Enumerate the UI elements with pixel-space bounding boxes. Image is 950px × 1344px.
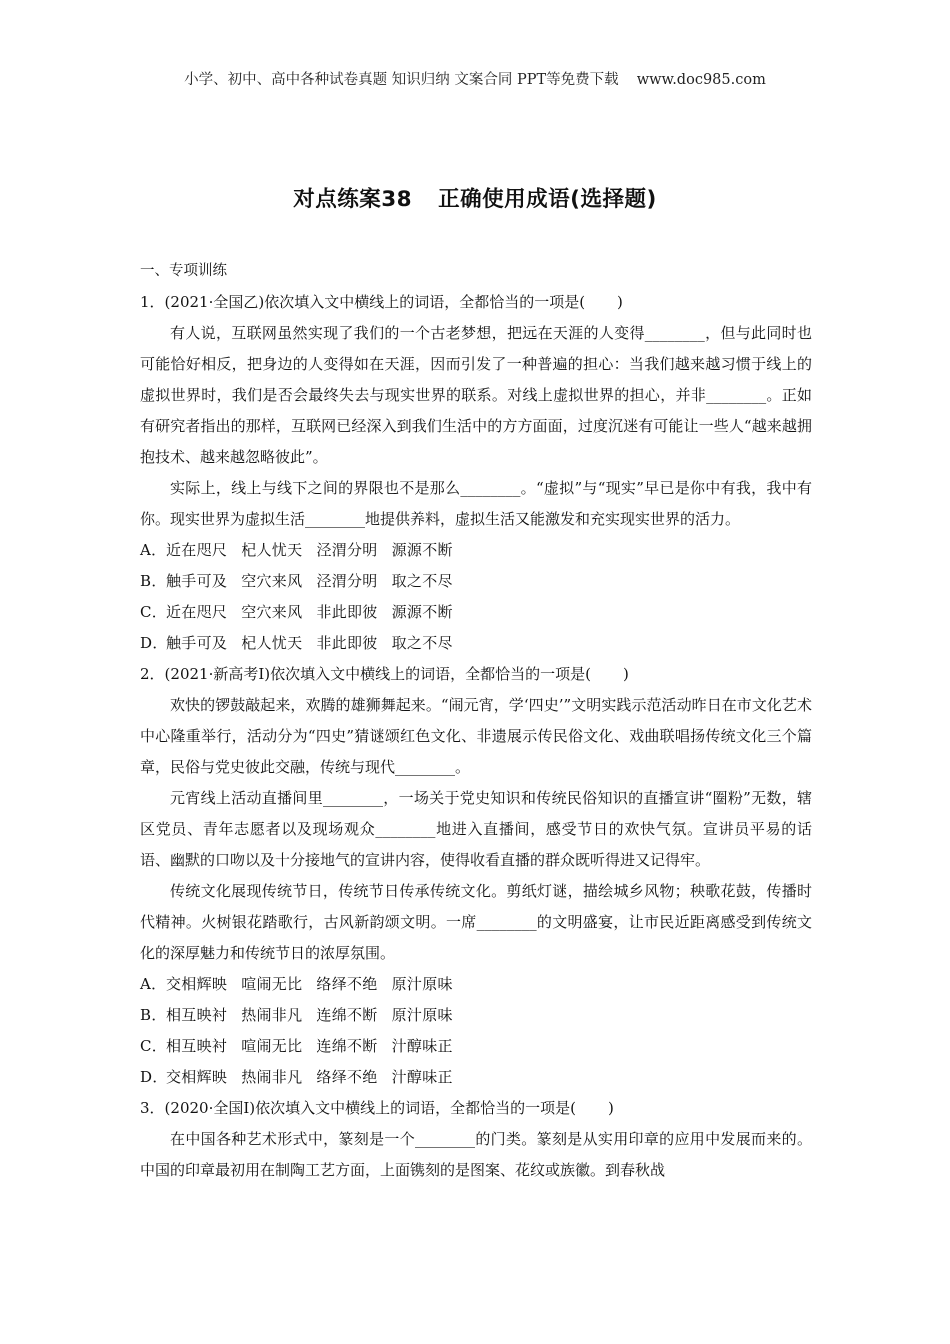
header-site-url[interactable]: www.doc985.com [636,72,766,88]
question-2 [140,659,812,1093]
option-b[interactable]: B．相互映衬 热闹非凡 连绵不断 原汁原味 [140,1006,453,1024]
question-stem: 3．(2020·全国Ⅰ)依次填入文中横线上的词语，全都恰当的一项是( ) [140,1099,614,1117]
header-text: 小学、初中、高中各种试卷真题 知识归纳 文案合同 PPT等免费下载 [184,72,619,88]
page-title [0,182,950,213]
question-paragraph: 欢快的锣鼓敲起来，欢腾的雄狮舞起来。“闹元宵，学‘四史’”文明实践示范活动昨日在市文化艺术中心隆重举行，活动分为“四史”猜谜颂红色文化、非遗展示传民俗文化、戏曲联唱扬传统文化三个篇章，民俗与党史彼此交融，传统与现代________。 [140,696,812,776]
question-paragraph: 实际上，线上与线下之间的界限也不是那么________。“虚拟”与“现实”早已是你中有我，我中有你。现实世界为虚拟生活________地提供养料，虚拟生活又能激发和充实现实世界的活力。 [140,479,812,528]
option-d[interactable]: D．交相辉映 热闹非凡 络绎不绝 汁醇味正 [140,1068,453,1086]
question-3 [140,1093,812,1186]
option-b[interactable]: B．触手可及 空穴来风 泾渭分明 取之不尽 [140,572,453,590]
title-sub: 正确使用成语(选择题) [438,187,657,212]
option-a[interactable]: A．交相辉映 喧闹无比 络绎不绝 原汁原味 [140,975,453,993]
title-main: 对点练案38 [293,187,413,212]
content-body [140,256,812,1186]
question-paragraph: 传统文化展现传统节日，传统节日传承传统文化。剪纸灯谜，描绘城乡风物；秧歌花鼓，传播时代精神。火树银花踏歌行，古风新韵颂文明。一席________的文明盛宴，让市民近距离感受到传统文化的深厚魅力和传统节日的浓厚氛围。 [140,882,812,962]
option-c[interactable]: C．相互映衬 喧闹无比 连绵不断 汁醇味正 [140,1037,453,1055]
question-stem: 1．(2021·全国乙)依次填入文中横线上的词语，全都恰当的一项是( ) [140,293,623,311]
question-paragraph: 有人说，互联网虽然实现了我们的一个古老梦想，把远在天涯的人变得________，但与此同时也可能恰好相反，把身边的人变得如在天涯，因而引发了一种普遍的担心：当我们越来越习惯于线上的虚拟世界时，我们是否会最终失去与现实世界的联系。对线上虚拟世界的担心，并非________。正如有研究者指出的那样，互联网已经深入到我们生活中的方方面面，过度沉迷有可能让一些人“越来越拥抱技术、越来越忽略彼此”。 [140,324,812,466]
option-d[interactable]: D．触手可及 杞人忧天 非此即彼 取之不尽 [140,634,453,652]
question-paragraph: 在中国各种艺术形式中，篆刻是一个________的门类。篆刻是从实用印章的应用中发展而来的。中国的印章最初用在制陶工艺方面，上面镌刻的是图案、花纹或族徽。到春秋战 [140,1130,812,1179]
question-paragraph: 元宵线上活动直播间里________，一场关于党史知识和传统民俗知识的直播宣讲“圈粉”无数，辖区党员、青年志愿者以及现场观众________地进入直播间，感受节日的欢快气氛。宣讲员平易的话语、幽默的口吻以及十分接地气的宣讲内容，使得收看直播的群众既听得进又记得牢。 [140,789,812,869]
page-header [0,68,950,89]
question-1 [140,287,812,659]
section-heading: 一、专项训练 [140,263,227,279]
option-c[interactable]: C．近在咫尺 空穴来风 非此即彼 源源不断 [140,603,453,621]
option-a[interactable]: A．近在咫尺 杞人忧天 泾渭分明 源源不断 [140,541,453,559]
question-stem: 2．(2021·新高考Ⅰ)依次填入文中横线上的词语，全都恰当的一项是( ) [140,665,629,683]
